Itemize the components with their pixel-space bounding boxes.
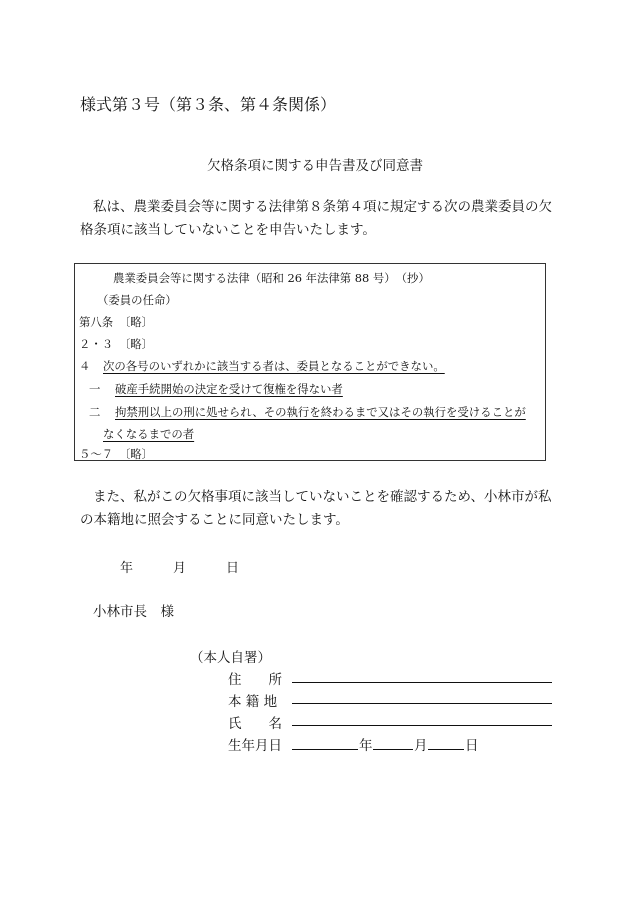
law-excerpt-box — [74, 263, 546, 461]
law-item-2-number: 二 — [89, 405, 101, 419]
law-section-title: （委員の任命） — [97, 293, 177, 307]
document-title: 欠格条項に関する申告書及び同意書 — [207, 158, 423, 174]
addressee: 小林市長 様 — [93, 604, 174, 620]
date-year-label: 年 — [120, 561, 134, 576]
consent-paragraph: また、私がこの欠格事項に該当していないことを確認するため、小林市が私の本籍地に照会することに同意いたします。 — [80, 489, 552, 528]
law-paragraph-5-7: ５～７ 〔略〕 — [79, 447, 154, 461]
intro-paragraph: 私は、農業委員会等に関する法律第８条第４項に規定する次の農業委員の欠格条項に該当していないことを申告いたします。 — [80, 199, 552, 238]
date-day-label: 日 — [226, 561, 240, 576]
birth-day-input-line[interactable] — [428, 749, 464, 750]
birth-year-input-line[interactable] — [292, 749, 358, 750]
law-item-2-text-line2: なくなるまでの者 — [103, 427, 195, 441]
domicile-label: 本 籍 地 — [228, 694, 278, 710]
law-item-1-number: 一 — [89, 382, 101, 396]
birth-month-label: 月 — [414, 738, 428, 754]
form-number: 様式第３号（第３条、第４条関係） — [80, 95, 337, 114]
law-paragraph-2-3: ２・３ 〔略〕 — [79, 337, 154, 351]
birth-year-label: 年 — [359, 738, 373, 754]
birthdate-label: 生年月日 — [228, 738, 282, 754]
domicile-input-line[interactable] — [292, 703, 552, 704]
law-paragraph-4-text: 次の各号のいずれかに該当する者は、委員となることができない。 — [103, 359, 445, 373]
address-label: 住 所 — [228, 672, 282, 688]
law-article-8: 第八条 〔略〕 — [79, 315, 154, 329]
date-month-label: 月 — [173, 561, 187, 576]
name-input-line[interactable] — [292, 725, 552, 726]
self-signature-note: （本人自署） — [190, 650, 271, 666]
birth-month-input-line[interactable] — [373, 749, 413, 750]
law-paragraph-4-number: ４ — [79, 359, 91, 373]
birth-day-label: 日 — [465, 738, 479, 754]
name-label: 氏 名 — [228, 716, 282, 732]
law-heading: 農業委員会等に関する法律（昭和 26 年法律第 88 号） （抄） — [113, 271, 430, 285]
law-item-1-text: 破産手続開始の決定を受けて復権を得ない者 — [115, 382, 343, 396]
address-input-line[interactable] — [292, 682, 552, 683]
law-item-2-text-line1: 拘禁刑以上の刑に処せられ、その執行を終わるまで又はその執行を受けることが — [115, 405, 526, 419]
